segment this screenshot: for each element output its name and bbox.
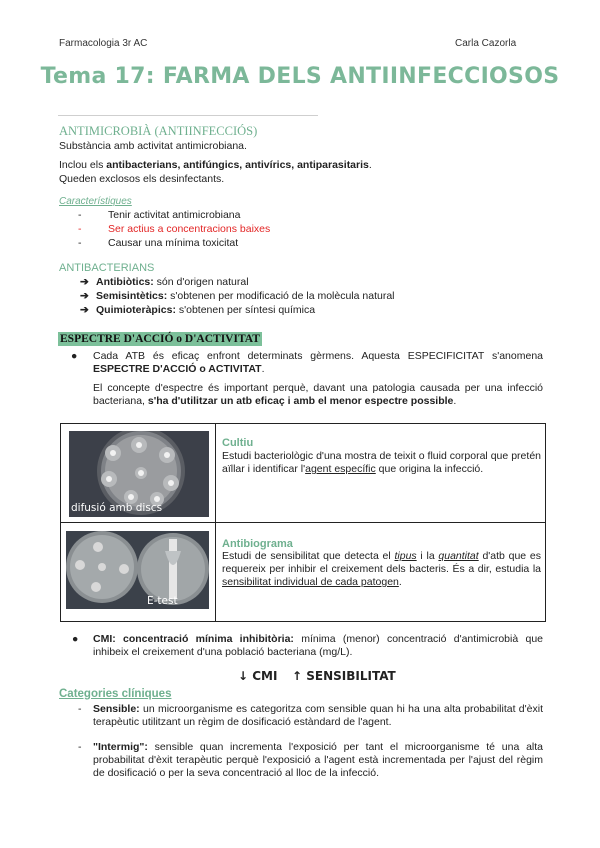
bullet-icon: ● (72, 633, 79, 645)
antibacterians-heading: ANTIBACTERIANS (59, 262, 155, 274)
category-sensible: Sensible: un microorganisme es categoritza com sensible quan hi ha una alta probabilitat d'èxit terapèutic utilitzant un règim de dosificació estàndard de l'agent. (93, 703, 543, 728)
dash-marker: - (78, 741, 82, 753)
antibiograma-title: Antibiograma (222, 538, 293, 550)
divider (58, 115, 318, 116)
caracteristica-item-highlight: - Ser actius a concentracions baixes (78, 223, 271, 235)
antimicrobia-excluded: Queden exclosos els desinfectants. (59, 173, 225, 185)
image-cell-difusio (61, 424, 216, 523)
espectre-heading: ESPECTRE D'ACCIÓ o D'ACTIVITAT (60, 333, 260, 345)
caracteristica-item: - Causar una mínima toxicitat (78, 237, 239, 249)
categories-heading: Categories clíniques (59, 688, 172, 700)
image-cell-etest (61, 523, 216, 622)
cultiu-title: Cultiu (222, 437, 254, 449)
antibacterians-item: ➔ Quimioteràpics: s'obtenen per síntesi química (80, 304, 316, 316)
antimicrobia-definition: Substància amb activitat antimicrobiana. (59, 140, 247, 152)
cultiu-text: Estudi bacteriològic d'una mostra de teixit o fluid corporal que pretén aïllar i identificar l'agent específic que origina la infecció. (222, 450, 541, 475)
cmi-relation-left: ↓ CMI (238, 669, 278, 683)
antibiograma-cell (216, 523, 546, 622)
image-label-etest: E-test (147, 595, 178, 607)
header-author: Carla Cazorla (455, 38, 517, 49)
antibacterians-item: ➔ Antibiòtics: són d'origen natural (80, 276, 249, 288)
arrow-right-icon: ➔ (80, 290, 89, 302)
arrow-right-icon: ➔ (80, 304, 89, 316)
antimicrobia-includes: Inclou els antibacterians, antifúngics, antivírics, antiparasitaris. (59, 159, 372, 171)
section-antimicrobia-heading: ANTIMICROBIÀ (ANTIINFECCIÓS) (59, 124, 258, 138)
category-intermig: "Intermig": sensible quan incrementa l'exposició per tant el microorganisme té una alta probabilitat d'èxit terapèutic perquè l'exposició a l'agent està incrementada per l'ajust del règim de dosificació o per la seva concentració al lloc de la infecció. (93, 741, 543, 779)
caracteristica-item: - Tenir activitat antimicrobiana (78, 209, 241, 221)
caracteristiques-heading: Característiques (59, 196, 132, 207)
cmi-relation-right: ↑ SENSIBILITAT (292, 669, 396, 683)
image-label-difusio: difusió amb discs (71, 502, 163, 514)
espectre-paragraph-1: Cada ATB és eficaç enfront determinats gèrmens. Aquesta ESPECIFICITAT s'anomena ESPECTRE D'ACCIÓ o ACTIVITAT. (93, 350, 543, 375)
arrow-right-icon: ➔ (80, 276, 89, 288)
antibiograma-text: Estudi de sensibilitat que detecta el tipus i la quantitat d'atb que es requereix per inhibir el creixement dels bacteris. És a dir, estudia la sensibilitat individual de cada patogen. (222, 550, 541, 588)
antibacterians-item: ➔ Semisintètics: s'obtenen per modificació de la molècula natural (80, 290, 395, 302)
bullet-icon: ● (71, 350, 78, 362)
petri-dish-etest-image (66, 531, 209, 609)
dash-marker: - (78, 703, 82, 715)
methods-table (60, 423, 546, 622)
espectre-paragraph-2: El concepte d'espectre és important perquè, davant una patologia causada per una infecció bacteriana, s'ha d'utilitzar un atb eficaç i amb el menor espectre possible. (93, 382, 543, 407)
header-course: Farmacologia 3r AC (59, 38, 148, 49)
cultiu-cell (216, 424, 546, 523)
cmi-definition: CMI: concentració mínima inhibitòria: mínima (menor) concentració d'antimicrobià que inhibeix el creixement d'una població bacteriana (mg/L). (93, 633, 543, 658)
page-title: Tema 17: FARMA DELS ANTIINFECCIOSOS (40, 64, 560, 89)
